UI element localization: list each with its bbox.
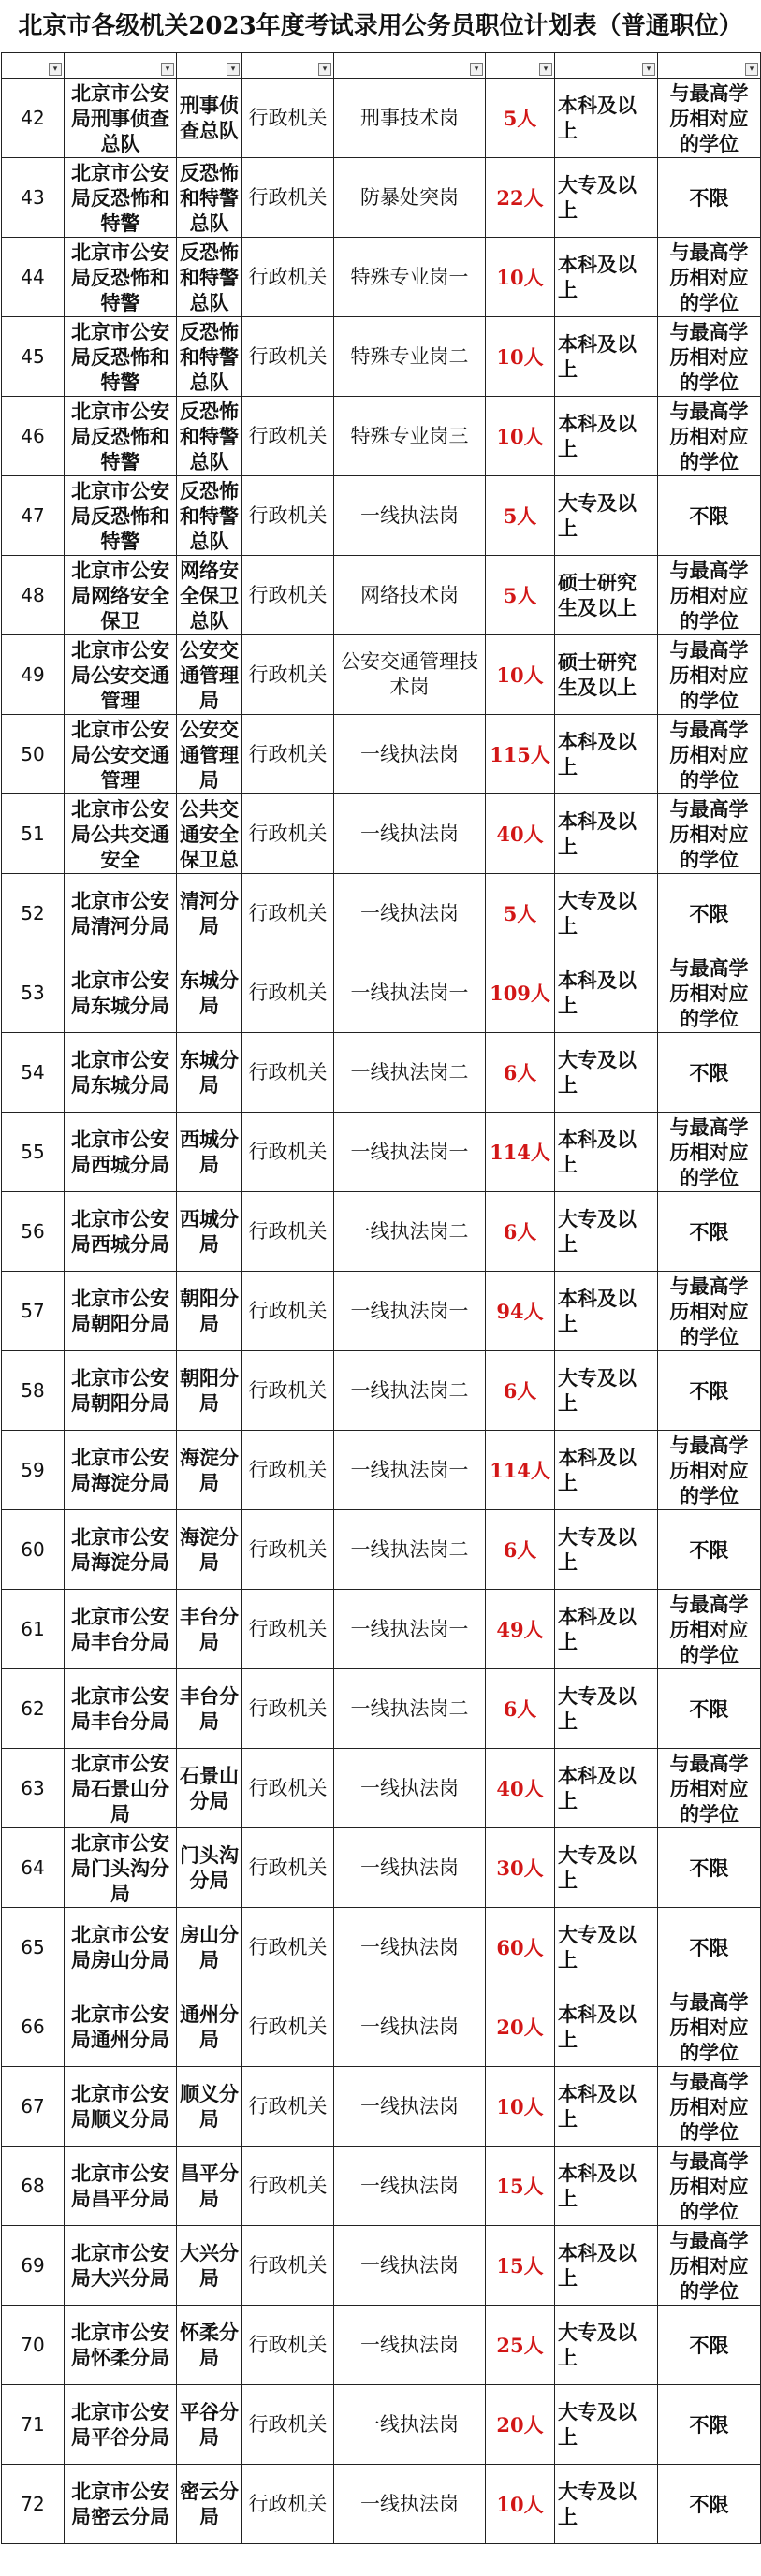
row-count-cell: 15人	[486, 2147, 555, 2226]
row-education-cell: 本科及以上	[555, 238, 658, 317]
row-dept-cell: 密云分局	[177, 2465, 242, 2544]
row-seq-cell: 68	[2, 2147, 65, 2226]
row-degree-cell: 不限	[658, 158, 761, 238]
row-count-cell: 10人	[486, 238, 555, 317]
row-unit-cell: 北京市公安局公安交通管理	[65, 715, 177, 794]
table-row	[2, 2385, 761, 2465]
row-type-cell: 行政机关	[242, 715, 334, 794]
row-seq-cell: 67	[2, 2067, 65, 2147]
row-type-cell: 行政机关	[242, 1033, 334, 1113]
row-count-cell: 114人	[486, 1431, 555, 1510]
row-position-cell: 一线执法岗	[334, 794, 486, 874]
row-dept-cell: 刑事侦查总队	[177, 79, 242, 158]
row-dept-cell: 石景山分局	[177, 1749, 242, 1828]
row-seq-cell: 48	[2, 556, 65, 635]
row-unit-cell: 北京市公安局朝阳分局	[65, 1351, 177, 1431]
row-count-cell: 6人	[486, 1033, 555, 1113]
row-education-cell: 大专及以上	[555, 1510, 658, 1590]
row-education-cell: 本科及以上	[555, 794, 658, 874]
filter-dropdown-icon[interactable]: ▾	[318, 63, 331, 76]
row-unit-cell: 北京市公安局反恐怖和特警	[65, 317, 177, 397]
row-unit-cell: 北京市公安局大兴分局	[65, 2226, 177, 2306]
row-seq-cell: 51	[2, 794, 65, 874]
row-count-cell: 40人	[486, 1749, 555, 1828]
row-education-cell: 本科及以上	[555, 79, 658, 158]
row-unit-cell: 北京市公安局密云分局	[65, 2465, 177, 2544]
row-degree-cell: 不限	[658, 1669, 761, 1749]
row-type-cell: 行政机关	[242, 2385, 334, 2465]
row-education-cell: 本科及以上	[555, 953, 658, 1033]
filter-cell-type	[242, 53, 334, 79]
row-seq-cell: 61	[2, 1590, 65, 1669]
row-type-cell: 行政机关	[242, 2067, 334, 2147]
row-education-cell: 硕士研究生及以上	[555, 635, 658, 715]
row-unit-cell: 北京市公安局反恐怖和特警	[65, 397, 177, 476]
row-position-cell: 网络技术岗	[334, 556, 486, 635]
row-seq-cell: 70	[2, 2306, 65, 2385]
row-education-cell: 大专及以上	[555, 476, 658, 556]
row-degree-cell: 不限	[658, 1033, 761, 1113]
row-degree-cell: 与最高学历相对应的学位	[658, 1987, 761, 2067]
page-title: 北京市各级机关2023年度考试录用公务员职位计划表（普通职位）	[18, 12, 743, 40]
row-dept-cell: 公共交通安全保卫总	[177, 794, 242, 874]
row-education-cell: 本科及以上	[555, 2226, 658, 2306]
row-seq-cell: 57	[2, 1272, 65, 1351]
row-education-cell: 大专及以上	[555, 1669, 658, 1749]
row-seq-cell: 47	[2, 476, 65, 556]
row-dept-cell: 朝阳分局	[177, 1351, 242, 1431]
row-position-cell: 特殊专业岗一	[334, 238, 486, 317]
row-type-cell: 行政机关	[242, 79, 334, 158]
row-type-cell: 行政机关	[242, 2147, 334, 2226]
row-seq-cell: 64	[2, 1828, 65, 1908]
row-position-cell: 一线执法岗	[334, 715, 486, 794]
row-type-cell: 行政机关	[242, 1351, 334, 1431]
filter-dropdown-icon[interactable]: ▾	[470, 63, 483, 76]
row-position-cell: 一线执法岗二	[334, 1033, 486, 1113]
row-count-cell: 49人	[486, 1590, 555, 1669]
row-dept-cell: 门头沟分局	[177, 1828, 242, 1908]
row-position-cell: 一线执法岗	[334, 1987, 486, 2067]
row-dept-cell: 东城分局	[177, 1033, 242, 1113]
row-position-cell: 一线执法岗一	[334, 1590, 486, 1669]
row-education-cell: 本科及以上	[555, 1749, 658, 1828]
filter-cell-education	[555, 53, 658, 79]
row-type-cell: 行政机关	[242, 1192, 334, 1272]
row-seq-cell: 71	[2, 2385, 65, 2465]
table-row	[2, 317, 761, 397]
row-count-cell: 5人	[486, 874, 555, 953]
row-unit-cell: 北京市公安局朝阳分局	[65, 1272, 177, 1351]
row-type-cell: 行政机关	[242, 1431, 334, 1510]
row-position-cell: 公安交通管理技术岗	[334, 635, 486, 715]
row-degree-cell: 与最高学历相对应的学位	[658, 1272, 761, 1351]
row-unit-cell: 北京市公安局门头沟分局	[65, 1828, 177, 1908]
filter-dropdown-icon[interactable]: ▾	[227, 63, 240, 76]
row-dept-cell: 东城分局	[177, 953, 242, 1033]
row-education-cell: 大专及以上	[555, 1908, 658, 1987]
filter-cell-degree	[658, 53, 761, 79]
row-position-cell: 一线执法岗一	[334, 953, 486, 1033]
row-degree-cell: 不限	[658, 1510, 761, 1590]
row-degree-cell: 与最高学历相对应的学位	[658, 556, 761, 635]
row-position-cell: 刑事技术岗	[334, 79, 486, 158]
row-degree-cell: 与最高学历相对应的学位	[658, 794, 761, 874]
table-row	[2, 874, 761, 953]
row-type-cell: 行政机关	[242, 1113, 334, 1192]
row-unit-cell: 北京市公安局东城分局	[65, 1033, 177, 1113]
row-type-cell: 行政机关	[242, 1510, 334, 1590]
row-position-cell: 一线执法岗	[334, 1908, 486, 1987]
positions-table	[1, 52, 761, 2544]
row-type-cell: 行政机关	[242, 2465, 334, 2544]
row-count-cell: 109人	[486, 953, 555, 1033]
table-row	[2, 1033, 761, 1113]
row-type-cell: 行政机关	[242, 476, 334, 556]
row-seq-cell: 72	[2, 2465, 65, 2544]
table-row	[2, 1272, 761, 1351]
row-degree-cell: 与最高学历相对应的学位	[658, 238, 761, 317]
row-education-cell: 硕士研究生及以上	[555, 556, 658, 635]
row-count-cell: 6人	[486, 1192, 555, 1272]
row-seq-cell: 50	[2, 715, 65, 794]
row-count-cell: 22人	[486, 158, 555, 238]
row-count-cell: 25人	[486, 2306, 555, 2385]
table-row	[2, 1669, 761, 1749]
row-education-cell: 大专及以上	[555, 2465, 658, 2544]
row-count-cell: 10人	[486, 317, 555, 397]
table-row	[2, 1431, 761, 1510]
row-position-cell: 一线执法岗一	[334, 1272, 486, 1351]
filter-dropdown-icon[interactable]: ▾	[642, 63, 655, 76]
table-row	[2, 1351, 761, 1431]
row-education-cell: 大专及以上	[555, 874, 658, 953]
row-degree-cell: 与最高学历相对应的学位	[658, 2147, 761, 2226]
row-unit-cell: 北京市公安局海淀分局	[65, 1431, 177, 1510]
row-dept-cell: 顺义分局	[177, 2067, 242, 2147]
row-count-cell: 6人	[486, 1351, 555, 1431]
table-row	[2, 1828, 761, 1908]
row-type-cell: 行政机关	[242, 953, 334, 1033]
row-seq-cell: 56	[2, 1192, 65, 1272]
table-row	[2, 556, 761, 635]
row-count-cell: 5人	[486, 476, 555, 556]
row-dept-cell: 通州分局	[177, 1987, 242, 2067]
row-count-cell: 115人	[486, 715, 555, 794]
row-seq-cell: 65	[2, 1908, 65, 1987]
row-dept-cell: 丰台分局	[177, 1669, 242, 1749]
row-education-cell: 大专及以上	[555, 1033, 658, 1113]
row-type-cell: 行政机关	[242, 1272, 334, 1351]
filter-cell-count	[486, 53, 555, 79]
table-row	[2, 2465, 761, 2544]
table-row	[2, 953, 761, 1033]
row-position-cell: 一线执法岗	[334, 874, 486, 953]
row-degree-cell: 与最高学历相对应的学位	[658, 1431, 761, 1510]
row-seq-cell: 45	[2, 317, 65, 397]
table-row	[2, 794, 761, 874]
row-dept-cell: 海淀分局	[177, 1510, 242, 1590]
row-seq-cell: 58	[2, 1351, 65, 1431]
row-position-cell: 一线执法岗二	[334, 1510, 486, 1590]
row-education-cell: 本科及以上	[555, 1590, 658, 1669]
row-degree-cell: 不限	[658, 874, 761, 953]
row-dept-cell: 西城分局	[177, 1192, 242, 1272]
row-education-cell: 本科及以上	[555, 1987, 658, 2067]
table-row	[2, 1987, 761, 2067]
row-position-cell: 一线执法岗	[334, 2067, 486, 2147]
row-dept-cell: 公安交通管理局	[177, 635, 242, 715]
row-count-cell: 6人	[486, 1669, 555, 1749]
row-seq-cell: 66	[2, 1987, 65, 2067]
row-type-cell: 行政机关	[242, 2226, 334, 2306]
row-position-cell: 防暴处突岗	[334, 158, 486, 238]
row-dept-cell: 昌平分局	[177, 2147, 242, 2226]
filter-dropdown-icon[interactable]: ▾	[49, 63, 62, 76]
row-dept-cell: 反恐怖和特警总队	[177, 317, 242, 397]
row-degree-cell: 不限	[658, 2306, 761, 2385]
row-unit-cell: 北京市公安局顺义分局	[65, 2067, 177, 2147]
row-degree-cell: 与最高学历相对应的学位	[658, 1113, 761, 1192]
row-position-cell: 一线执法岗	[334, 2226, 486, 2306]
row-education-cell: 大专及以上	[555, 158, 658, 238]
row-education-cell: 本科及以上	[555, 1272, 658, 1351]
table-row	[2, 1192, 761, 1272]
row-degree-cell: 不限	[658, 1192, 761, 1272]
table-row	[2, 2067, 761, 2147]
row-education-cell: 大专及以上	[555, 2306, 658, 2385]
row-position-cell: 一线执法岗	[334, 2465, 486, 2544]
row-degree-cell: 不限	[658, 476, 761, 556]
row-position-cell: 特殊专业岗三	[334, 397, 486, 476]
row-education-cell: 大专及以上	[555, 1192, 658, 1272]
row-degree-cell: 与最高学历相对应的学位	[658, 2226, 761, 2306]
row-type-cell: 行政机关	[242, 1590, 334, 1669]
row-dept-cell: 网络安全保卫总队	[177, 556, 242, 635]
row-unit-cell: 北京市公安局海淀分局	[65, 1510, 177, 1590]
row-count-cell: 10人	[486, 635, 555, 715]
row-dept-cell: 公安交通管理局	[177, 715, 242, 794]
row-seq-cell: 44	[2, 238, 65, 317]
table-row	[2, 715, 761, 794]
row-type-cell: 行政机关	[242, 1749, 334, 1828]
row-degree-cell: 与最高学历相对应的学位	[658, 953, 761, 1033]
row-count-cell: 10人	[486, 397, 555, 476]
row-degree-cell: 与最高学历相对应的学位	[658, 2067, 761, 2147]
row-dept-cell: 大兴分局	[177, 2226, 242, 2306]
row-dept-cell: 反恐怖和特警总队	[177, 238, 242, 317]
row-position-cell: 一线执法岗	[334, 2385, 486, 2465]
row-degree-cell: 不限	[658, 2385, 761, 2465]
row-degree-cell: 不限	[658, 1351, 761, 1431]
row-dept-cell: 丰台分局	[177, 1590, 242, 1669]
row-count-cell: 30人	[486, 1828, 555, 1908]
table-row	[2, 635, 761, 715]
row-dept-cell: 反恐怖和特警总队	[177, 397, 242, 476]
table-row	[2, 79, 761, 158]
row-position-cell: 一线执法岗一	[334, 1113, 486, 1192]
filter-cell-unit	[65, 53, 177, 79]
row-type-cell: 行政机关	[242, 556, 334, 635]
row-unit-cell: 北京市公安局反恐怖和特警	[65, 476, 177, 556]
row-seq-cell: 49	[2, 635, 65, 715]
row-degree-cell: 不限	[658, 1828, 761, 1908]
row-seq-cell: 53	[2, 953, 65, 1033]
row-education-cell: 本科及以上	[555, 1431, 658, 1510]
row-dept-cell: 海淀分局	[177, 1431, 242, 1510]
row-seq-cell: 43	[2, 158, 65, 238]
row-dept-cell: 反恐怖和特警总队	[177, 476, 242, 556]
row-unit-cell: 北京市公安局丰台分局	[65, 1669, 177, 1749]
row-seq-cell: 60	[2, 1510, 65, 1590]
row-unit-cell: 北京市公安局西城分局	[65, 1113, 177, 1192]
row-count-cell: 20人	[486, 1987, 555, 2067]
row-count-cell: 10人	[486, 2067, 555, 2147]
row-count-cell: 60人	[486, 1908, 555, 1987]
row-unit-cell: 北京市公安局反恐怖和特警	[65, 238, 177, 317]
row-position-cell: 一线执法岗一	[334, 1431, 486, 1510]
row-position-cell: 特殊专业岗二	[334, 317, 486, 397]
row-type-cell: 行政机关	[242, 2306, 334, 2385]
row-type-cell: 行政机关	[242, 1669, 334, 1749]
row-position-cell: 一线执法岗二	[334, 1192, 486, 1272]
row-count-cell: 94人	[486, 1272, 555, 1351]
row-dept-cell: 反恐怖和特警总队	[177, 158, 242, 238]
row-position-cell: 一线执法岗	[334, 1749, 486, 1828]
row-degree-cell: 与最高学历相对应的学位	[658, 715, 761, 794]
row-degree-cell: 与最高学历相对应的学位	[658, 397, 761, 476]
row-dept-cell: 西城分局	[177, 1113, 242, 1192]
row-seq-cell: 59	[2, 1431, 65, 1510]
row-count-cell: 114人	[486, 1113, 555, 1192]
row-unit-cell: 北京市公安局西城分局	[65, 1192, 177, 1272]
row-education-cell: 本科及以上	[555, 397, 658, 476]
row-count-cell: 6人	[486, 1510, 555, 1590]
row-degree-cell: 与最高学历相对应的学位	[658, 317, 761, 397]
row-education-cell: 本科及以上	[555, 1113, 658, 1192]
row-type-cell: 行政机关	[242, 397, 334, 476]
row-unit-cell: 北京市公安局东城分局	[65, 953, 177, 1033]
row-seq-cell: 63	[2, 1749, 65, 1828]
row-position-cell: 一线执法岗	[334, 2306, 486, 2385]
row-type-cell: 行政机关	[242, 794, 334, 874]
row-unit-cell: 北京市公安局通州分局	[65, 1987, 177, 2067]
row-seq-cell: 52	[2, 874, 65, 953]
table-row	[2, 2226, 761, 2306]
table-row	[2, 2306, 761, 2385]
table-row	[2, 397, 761, 476]
row-education-cell: 大专及以上	[555, 2385, 658, 2465]
filter-dropdown-icon[interactable]: ▾	[745, 63, 758, 76]
row-unit-cell: 北京市公安局怀柔分局	[65, 2306, 177, 2385]
row-type-cell: 行政机关	[242, 238, 334, 317]
row-unit-cell: 北京市公安局清河分局	[65, 874, 177, 953]
filter-active-icon[interactable]: ▾	[161, 63, 174, 76]
row-seq-cell: 69	[2, 2226, 65, 2306]
row-dept-cell: 怀柔分局	[177, 2306, 242, 2385]
row-position-cell: 一线执法岗	[334, 1828, 486, 1908]
row-degree-cell: 不限	[658, 2465, 761, 2544]
row-education-cell: 本科及以上	[555, 715, 658, 794]
row-count-cell: 5人	[486, 556, 555, 635]
row-unit-cell: 北京市公安局平谷分局	[65, 2385, 177, 2465]
row-unit-cell: 北京市公安局昌平分局	[65, 2147, 177, 2226]
row-unit-cell: 北京市公安局房山分局	[65, 1908, 177, 1987]
row-education-cell: 大专及以上	[555, 1828, 658, 1908]
row-degree-cell: 与最高学历相对应的学位	[658, 635, 761, 715]
filter-cell-dept	[177, 53, 242, 79]
row-seq-cell: 55	[2, 1113, 65, 1192]
row-education-cell: 本科及以上	[555, 2067, 658, 2147]
row-dept-cell: 房山分局	[177, 1908, 242, 1987]
row-type-cell: 行政机关	[242, 1987, 334, 2067]
row-education-cell: 本科及以上	[555, 317, 658, 397]
row-seq-cell: 42	[2, 79, 65, 158]
row-type-cell: 行政机关	[242, 317, 334, 397]
table-row	[2, 1908, 761, 1987]
row-position-cell: 一线执法岗二	[334, 1351, 486, 1431]
row-type-cell: 行政机关	[242, 1828, 334, 1908]
row-position-cell: 一线执法岗	[334, 2147, 486, 2226]
filter-cell-position	[334, 53, 486, 79]
row-unit-cell: 北京市公安局公安交通管理	[65, 635, 177, 715]
row-degree-cell: 不限	[658, 1908, 761, 1987]
table-row	[2, 158, 761, 238]
row-position-cell: 一线执法岗二	[334, 1669, 486, 1749]
row-degree-cell: 与最高学历相对应的学位	[658, 1749, 761, 1828]
row-count-cell: 40人	[486, 794, 555, 874]
table-row	[2, 238, 761, 317]
row-dept-cell: 朝阳分局	[177, 1272, 242, 1351]
row-count-cell: 15人	[486, 2226, 555, 2306]
row-dept-cell: 清河分局	[177, 874, 242, 953]
row-education-cell: 本科及以上	[555, 2147, 658, 2226]
row-unit-cell: 北京市公安局网络安全保卫	[65, 556, 177, 635]
row-seq-cell: 54	[2, 1033, 65, 1113]
row-position-cell: 一线执法岗	[334, 476, 486, 556]
row-degree-cell: 与最高学历相对应的学位	[658, 79, 761, 158]
row-count-cell: 20人	[486, 2385, 555, 2465]
row-type-cell: 行政机关	[242, 158, 334, 238]
table-row	[2, 1510, 761, 1590]
row-type-cell: 行政机关	[242, 1908, 334, 1987]
table-row	[2, 476, 761, 556]
row-count-cell: 5人	[486, 79, 555, 158]
row-unit-cell: 北京市公安局刑事侦查总队	[65, 79, 177, 158]
filter-row	[2, 53, 761, 79]
row-type-cell: 行政机关	[242, 874, 334, 953]
row-education-cell: 大专及以上	[555, 1351, 658, 1431]
row-unit-cell: 北京市公安局反恐怖和特警	[65, 158, 177, 238]
row-unit-cell: 北京市公安局公共交通安全	[65, 794, 177, 874]
table-row	[2, 1749, 761, 1828]
row-unit-cell: 北京市公安局石景山分局	[65, 1749, 177, 1828]
filter-dropdown-icon[interactable]: ▾	[539, 63, 552, 76]
filter-cell-seq	[2, 53, 65, 79]
table-row	[2, 1590, 761, 1669]
row-dept-cell: 平谷分局	[177, 2385, 242, 2465]
table-row	[2, 1113, 761, 1192]
row-seq-cell: 62	[2, 1669, 65, 1749]
table-row	[2, 2147, 761, 2226]
row-degree-cell: 与最高学历相对应的学位	[658, 1590, 761, 1669]
row-count-cell: 10人	[486, 2465, 555, 2544]
row-type-cell: 行政机关	[242, 635, 334, 715]
row-unit-cell: 北京市公安局丰台分局	[65, 1590, 177, 1669]
row-seq-cell: 46	[2, 397, 65, 476]
